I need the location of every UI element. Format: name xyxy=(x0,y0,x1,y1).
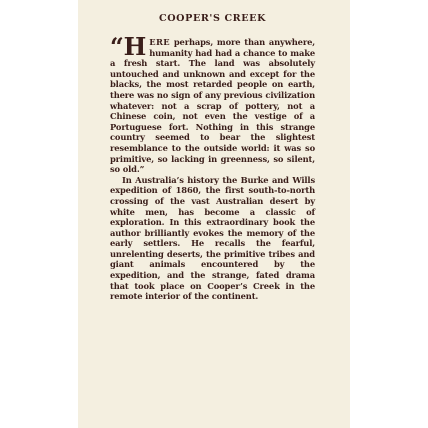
drop-cap-letter: H xyxy=(123,32,147,61)
drop-cap xyxy=(110,32,147,61)
paragraph-quote-text: perhaps, more than anywhere, humanity had had a chance to make a fresh start. The land was absolutely untouched and unknown and except for the blacks, the most retarded people on earth, there was no sign of any previous civilization whatever: not a scrap of pottery, not a Chinese coin, not even the vestige of a Portuguese fort. Nothing in this strange country seemed to bear the slightest resemblance to the outside world: it was so primitive, so lacking in greenness, so silent, so old.” xyxy=(110,37,315,175)
lead-in-word: In xyxy=(122,174,132,185)
first-word-rest: ERE xyxy=(149,37,171,47)
paragraph-description xyxy=(110,175,315,302)
open-quote: “ xyxy=(110,32,124,61)
book-title: COOPER'S CREEK xyxy=(158,13,267,24)
paragraph-quote xyxy=(110,32,315,175)
paragraph-description-text: Australia’s history the Burke and Wills expedition of 1860, the first south-to-north crossing of the vast Australian desert by white men, has become a classic of exploration. In this extraordinary book the author brilliantly evokes the memory of the early settlers. He recalls the fearful, unrelenting deserts, the primitive tribes and giant animals encountered by the expedition, and the strange, fated drama that took place on Cooper’s Creek in the remote interior of the continent. xyxy=(110,174,315,302)
flap-text xyxy=(110,13,315,302)
